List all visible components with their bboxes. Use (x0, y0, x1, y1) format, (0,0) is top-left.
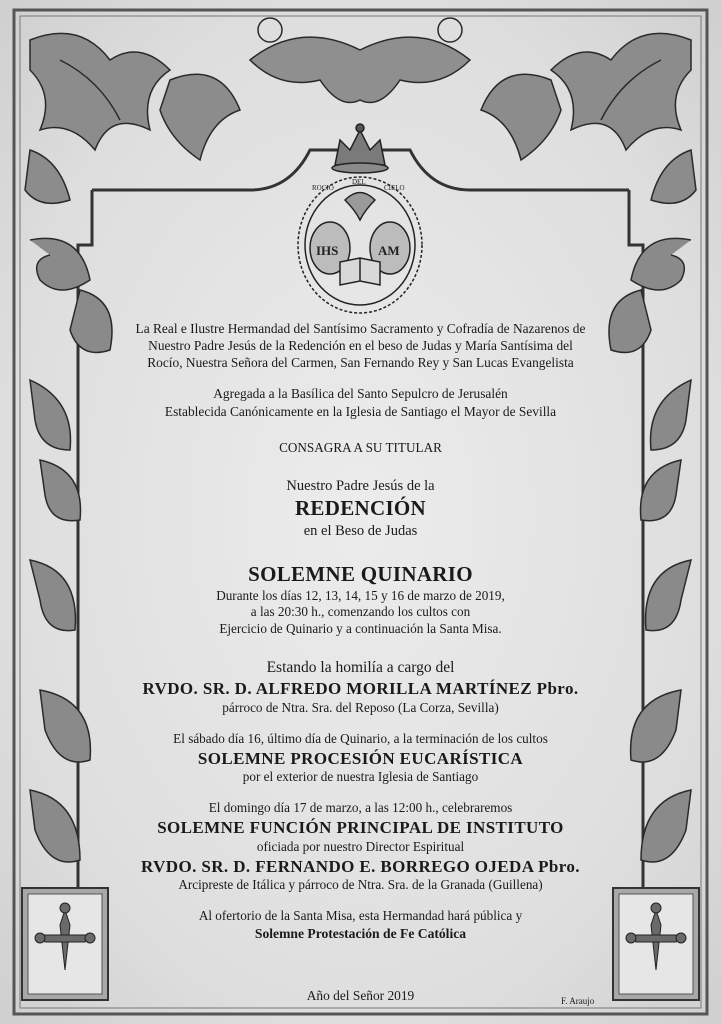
quinario-line: Durante los días 12, 13, 14, 15 y 16 de marzo de 2019, (216, 587, 505, 603)
funcion-preacher: RVDO. SR. D. FERNANDO E. BORREGO OJEDA Pbro. (141, 856, 580, 876)
procesion-title: SOLEMNE PROCESIÓN EUCARÍSTICA (197, 748, 524, 768)
funcion-preacher-detail: Arcipreste de Itálica y párroco de Ntra. Sra. de la Granada (Guillena) (178, 877, 543, 893)
procesion-detail: por el exterior de nuestra Iglesia de Santiago (242, 769, 479, 785)
titular-name: REDENCIÓN (294, 496, 427, 521)
footer-year: Año del Señor 2019 (306, 988, 415, 1003)
right-side-scrolls (609, 238, 691, 862)
artist-signature: F. Araujo (561, 996, 595, 1006)
crest-monogram-right: AM (378, 243, 400, 258)
titular-line: en el Beso de Judas (303, 523, 418, 540)
intro-line: Nuestro Padre Jesús de la Redención en el beso de Judas y María Santísima del (148, 338, 573, 354)
top-left-leaf-ornament (25, 33, 240, 203)
ofertorio-line: Solemne Protestación de Fe Católica (254, 926, 467, 942)
top-right-leaf-ornament (481, 33, 696, 203)
crest-ribbon-mid: DEL (352, 178, 366, 186)
homilia-detail: párroco de Ntra. Sra. del Reposo (La Corza, Sevilla) (222, 699, 499, 715)
quinario-title: SOLEMNE QUINARIO (248, 561, 473, 586)
top-center-scroll (250, 18, 470, 103)
intro-line: La Real e Ilustre Hermandad del Santísimo Sacramento y Cofradía de Nazarenos de (135, 321, 586, 336)
funcion-title: SOLEMNE FUNCIÓN PRINCIPAL DE INSTITUTO (157, 818, 564, 838)
consagra-heading: CONSAGRA A SU TITULAR (279, 439, 442, 455)
homilia-preacher: RVDO. SR. D. ALFREDO MORILLA MARTÍNEZ Pbro. (142, 679, 579, 699)
funcion-detail: oficiada por nuestro Director Espiritual (256, 838, 465, 854)
homilia-intro: Estando la homilía a cargo del (266, 659, 455, 677)
crest-ribbon-right: CIELO (384, 184, 405, 192)
ofertorio-line: Al ofertorio de la Santa Misa, esta Hermandad hará pública y (198, 908, 523, 924)
funcion-intro: El domingo día 17 de marzo, a las 12:00 h., celebraremos (208, 800, 513, 816)
agregada-block (120, 385, 601, 419)
quinario-line: Ejercicio de Quinario y a continuación la Santa Misa. (219, 621, 502, 637)
crest-ribbon-left: ROCIO (312, 184, 334, 192)
quinario-line: a las 20:30 h., comenzando los cultos con (250, 604, 471, 620)
left-side-scrolls (30, 238, 112, 862)
procesion-intro: El sábado día 16, último día de Quinario, a la terminación de los cultos (173, 730, 548, 746)
announcement-body (120, 320, 601, 943)
intro-line: Rocío, Nuestra Señora del Carmen, San Fernando Rey y San Lucas Evangelista (147, 355, 574, 371)
intro-block (120, 320, 601, 371)
crest-monogram-left: IHS (316, 243, 339, 258)
agregada-line: Agregada a la Basílica del Santo Sepulcro de Jerusalén (213, 386, 508, 402)
titular-line: Nuestro Padre Jesús de la (286, 477, 435, 494)
agregada-line: Establecida Canónicamente en la Iglesia de Santiago el Mayor de Sevilla (164, 403, 557, 419)
brotherhood-crest (298, 124, 422, 313)
